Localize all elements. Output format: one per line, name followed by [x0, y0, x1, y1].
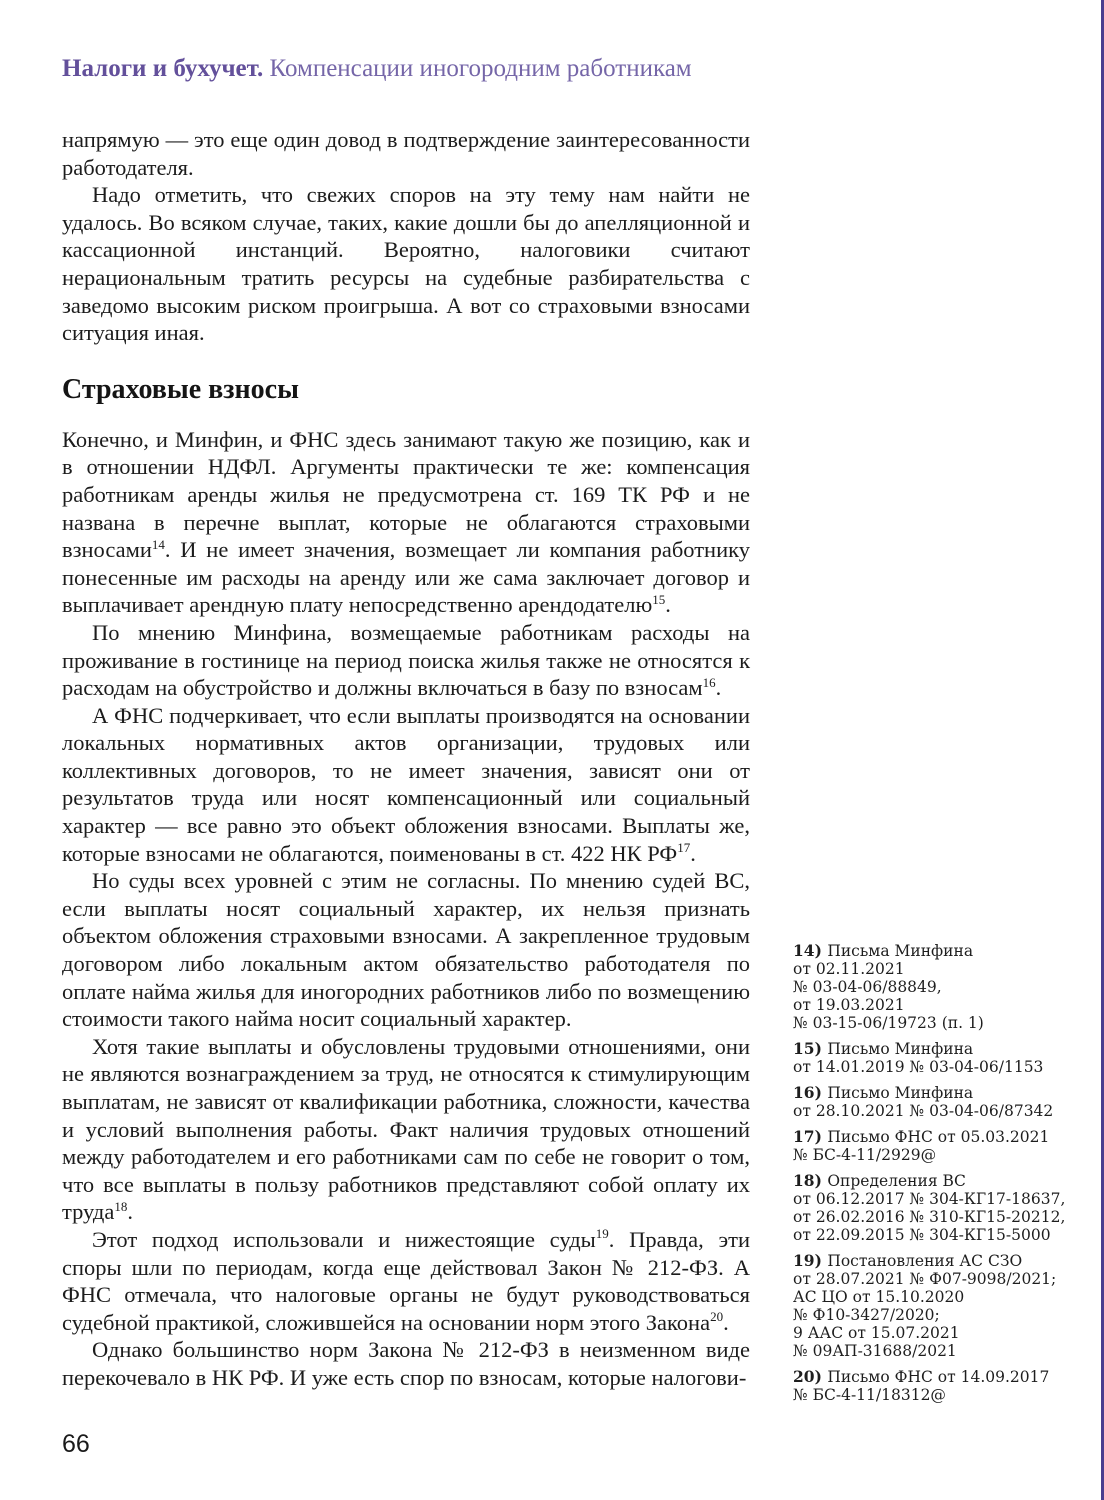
footnote-item: 14) Письма Минфина от 02.11.2021 № 03-04-06/88849, от 19.03.2021 № 03-15-06/19723 (п. 1): [793, 941, 984, 1032]
footnote-number: 17): [793, 1127, 828, 1146]
footnote-ref: 17: [677, 840, 691, 856]
section-heading: Страховые взносы: [62, 373, 299, 405]
body-paragraph: Хотя такие выплаты и обусловлены трудовыми отношениями, они не являются вознаграждением за труд, не относятся к стимулирующим выплатам, не зависят от квалификации работника, сложности, качества и условий выполнения работы. Факт наличия трудовых отношений между работодателем и его работниками сам по себе не говорит о том, что все выплаты в пользу работников представляют собой оплату их труда$^{18}$.: [62, 1033, 750, 1225]
page-header: [62, 54, 962, 84]
footnote-number: 16): [793, 1083, 828, 1102]
body-paragraph: Но суды всех уровней с этим не согласны. По мнению судей ВС, если выплаты носят социальный характер, их нельзя признать объектом обложения страховыми взносами. А закрепленное трудовым договором либо локальным актом обязательство работодателя по оплате найма жилья для иногородних работников либо по возмещению стоимости такого найма носит социальный характер.: [62, 868, 750, 1032]
body-paragraph: Этот подход использовали и нижестоящие суды$^{19}$. Правда, эти споры шли по периодам, когда еще действовал Закон № 212-ФЗ. А ФНС отмечала, что налоговые органы не будут руководствоваться судебной практикой, сложившейся на основании норм этого Закона$^{20}$.: [62, 1226, 751, 1335]
body-paragraph: По мнению Минфина, возмещаемые работникам расходы на проживание в гостинице на период поиска жилья также не относятся к расходам на обустройство и должны включаться в базу по взносам$^{16}$.: [62, 619, 750, 701]
body-paragraph: А ФНС подчеркивает, что если выплаты производятся на основании локальных нормативных актов организации, трудовых или коллективных договоров, то не имеет значения, зависят они от результатов труда или носят компенсационный или социальный характер — все равно это объект обложения взносами. Выплаты же, которые взносами не облагаются, поименованы в ст. 422 НК РФ$^{17}$.: [62, 702, 750, 866]
body-paragraph: напрямую — это еще один довод в подтверждение заинтересованности работодателя.: [62, 127, 750, 180]
page-number: 66: [62, 1430, 90, 1458]
article-topic-label: Компенсации иногородним работникам: [263, 55, 692, 82]
body-paragraph: Конечно, и Минфин, и ФНС здесь занимают такую же позицию, как и в отношении НДФЛ. Аргументы практически те же: компенсация работникам аренды жилья не предусмотрена ст. 169 ТК РФ и не названа в перечне выплат, которые не облагаются страховыми взносами$^{14}$. И не имеет значения, возмещает ли компания работнику понесенные им расходы на аренду или же сама заключает договор и выплачивает арендную плату непосредственно арендодателю$^{15}$.: [62, 426, 750, 618]
footnote-number: 19): [793, 1251, 828, 1270]
footnote-number: 18): [793, 1171, 828, 1190]
footnote-ref: 14: [151, 536, 165, 552]
footnote-number: 15): [793, 1039, 828, 1058]
footnote-ref: 18: [114, 1198, 128, 1214]
footnote-item: 20) Письмо ФНС от 14.09.2017 № БС-4-11/18312@: [793, 1367, 1050, 1404]
footnote-item: 17) Письмо ФНС от 05.03.2021 № БС-4-11/2929@: [793, 1127, 1050, 1164]
body-paragraph: Однако большинство норм Закона № 212-ФЗ в неизменном виде перекочевало в НК РФ. И уже есть спор по взносам, которые налогови-: [62, 1337, 750, 1390]
article-body: [62, 126, 750, 1392]
section-brand-label: Налоги и бухучет.: [62, 55, 264, 82]
footnote-number: 20): [793, 1367, 828, 1386]
footnote-number: 14): [793, 941, 828, 960]
footnote-item: 15) Письмо Минфина от 14.01.2019 № 03-04-06/1153: [793, 1039, 1044, 1076]
footnote-ref: 20: [710, 1309, 724, 1325]
footnotes-sidebar: [793, 942, 1085, 1412]
footnote-ref: 19: [595, 1226, 609, 1242]
footnote-ref: 16: [702, 674, 716, 690]
body-paragraph: Надо отметить, что свежих споров на эту тему нам найти не удалось. Во всяком случае, таких, какие дошли бы до апелляционной и кассационной инстанций. Вероятно, налоговики считают нерациональным тратить ресурсы на судебные разбирательства с заведомо высоким риском проигрыша. А вот со страховыми взносами ситуация иная.: [62, 182, 750, 346]
footnote-item: 18) Определения ВС от 06.12.2017 № 304-КГ17-18637, от 26.02.2016 № 310-КГ15-20212, от 22.09.2015 № 304-КГ15-5000: [793, 1171, 1066, 1244]
footnote-item: 19) Постановления АС СЗО от 28.07.2021 № Ф07-9098/2021; АС ЦО от 15.10.2020 № Ф10-3427/2020; 9 ААС от 15.07.2021 № 09АП-31688/2021: [793, 1251, 1057, 1360]
footnote-item: 16) Письмо Минфина от 28.10.2021 № 03-04-06/87342: [793, 1083, 1054, 1120]
footnote-ref: 15: [652, 591, 666, 607]
